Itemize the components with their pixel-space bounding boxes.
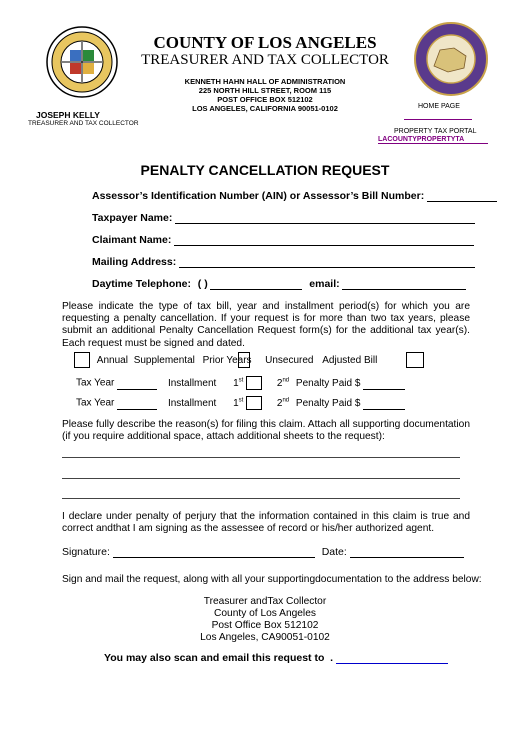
mailing-label: Mailing Address:	[92, 256, 177, 268]
address-line-2: 225 NORTH HILL STREET, ROOM 115	[198, 86, 332, 95]
office-title: TREASURER AND TAX COLLECTOR	[141, 52, 389, 68]
official-name: JOSEPH KELLY	[36, 110, 100, 120]
official-title: TREASURER AND TAX COLLECTOR	[28, 120, 139, 127]
signature-label: Signature:	[62, 546, 110, 558]
ttc-logo	[414, 22, 488, 96]
installment-label: Installment	[167, 397, 217, 409]
bill-type-adjusted: Adjusted Bill	[322, 354, 378, 366]
declaration-text: I declare under penalty of perjury that the information contained in this claim is true and correct andthat I am signing as the assessee of record or his/her authorized agent.	[62, 511, 470, 535]
ain-field[interactable]	[92, 190, 497, 202]
phone-line[interactable]	[210, 279, 302, 290]
instructions-text: Please indicate the type of tax bill, year and installment period(s) for which you are requesting a penalty cancellation. If your request is for more than two tax years, please submit an additional Penalty Cancellation Request form(s) for the additional tax year(s). Each request must be signed and dated.	[62, 301, 470, 349]
first-installment: 1st	[233, 397, 244, 409]
taxpayer-label: Taxpayer Name:	[92, 212, 173, 224]
mailing-line[interactable]	[179, 257, 475, 268]
tax-year-line[interactable]	[117, 379, 157, 390]
mail-address-line-2: County of Los Angeles	[214, 608, 316, 619]
county-title: COUNTY OF LOS ANGELES	[153, 33, 377, 52]
installment-label: Installment	[167, 377, 217, 389]
phone-parens: ( )	[197, 278, 208, 290]
reason-line-3[interactable]	[62, 498, 460, 499]
claimant-field[interactable]	[92, 234, 474, 246]
reason-line-1[interactable]	[62, 457, 460, 458]
mail-instruction: Sign and mail the request, along with all your supportingdocumentation to the address below:	[62, 574, 482, 585]
first-installment: 1st	[233, 377, 244, 389]
tax-year-label: Tax Year	[76, 377, 115, 389]
mailing-field[interactable]	[92, 256, 475, 268]
scan-email-text: You may also scan and email this request to	[104, 652, 325, 664]
mail-address-line-4: Los Angeles, CA90051-0102	[200, 632, 330, 643]
signature-line[interactable]	[113, 547, 315, 558]
mail-address-line-3: Post Office Box 512102	[211, 620, 319, 631]
penalty-paid-line[interactable]	[363, 379, 405, 390]
mail-address	[0, 596, 530, 644]
form-title: PENALTY CANCELLATION REQUEST	[140, 162, 390, 178]
bill-type-supplemental: Supplemental	[133, 354, 195, 366]
home-page-link[interactable]: HOME PAGE	[418, 103, 460, 110]
phone-label: Daytime Telephone:	[92, 278, 191, 290]
tax-year-line[interactable]	[117, 399, 157, 410]
bill-type-row	[74, 352, 424, 368]
bill-type-annual: Annual	[96, 354, 128, 366]
portal-divider	[404, 119, 472, 120]
ain-line[interactable]	[427, 191, 497, 202]
reason-line-2[interactable]	[62, 478, 460, 479]
property-tax-portal-label: PROPERTY TAX PORTAL	[394, 128, 477, 135]
bill-type-unsecured: Unsecured	[265, 354, 314, 366]
phone-field[interactable]	[92, 278, 466, 290]
ain-label: Assessor’s Identification Number (AIN) or Assessor’s Bill Number:	[92, 190, 425, 202]
penalty-paid-label: Penalty Paid $	[295, 377, 361, 389]
taxpayer-line[interactable]	[175, 213, 475, 224]
checkbox-prior-years[interactable]	[238, 352, 250, 368]
checkbox-annual[interactable]	[74, 352, 90, 368]
taxpayer-field[interactable]	[92, 212, 475, 224]
checkbox-adjusted[interactable]	[406, 352, 424, 368]
reason-prompt: Please fully describe the reason(s) for filing this claim. Attach all supporting documentation (if you require additional space, attach additional sheets to the request):	[62, 419, 470, 443]
address-line-4: LOS ANGELES, CALIFORNIA 90051-0102	[192, 104, 338, 113]
tax-year-row-1	[76, 376, 405, 390]
tax-year-row-2	[76, 396, 405, 410]
penalty-paid-line[interactable]	[363, 399, 405, 410]
scan-email-dot: .	[330, 652, 334, 664]
second-installment: 2nd	[276, 377, 290, 389]
tax-year-label: Tax Year	[76, 397, 115, 409]
claimant-label: Claimant Name:	[92, 234, 172, 246]
date-label: Date:	[321, 546, 347, 558]
claimant-line[interactable]	[174, 235, 474, 246]
penalty-paid-label: Penalty Paid $	[295, 397, 361, 409]
email-line[interactable]	[342, 279, 466, 290]
email-label: email:	[309, 278, 340, 290]
signature-row	[62, 546, 464, 558]
email-link[interactable]	[336, 653, 448, 664]
date-line[interactable]	[350, 547, 464, 558]
bill-type-prior-years: Prior Years	[202, 354, 252, 366]
address-line-3: POST OFFICE BOX 512102	[217, 95, 313, 104]
second-installment: 2nd	[276, 397, 290, 409]
property-tax-portal-link[interactable]: LACOUNTYPROPERTYTA	[378, 136, 488, 144]
scan-email-row	[104, 652, 448, 664]
checkbox-first-installment[interactable]	[246, 376, 262, 390]
checkbox-first-installment[interactable]	[246, 396, 262, 410]
mail-address-line-1: Treasurer andTax Collector	[203, 596, 327, 607]
address-line-1: KENNETH HAHN HALL OF ADMINISTRATION	[184, 77, 346, 86]
